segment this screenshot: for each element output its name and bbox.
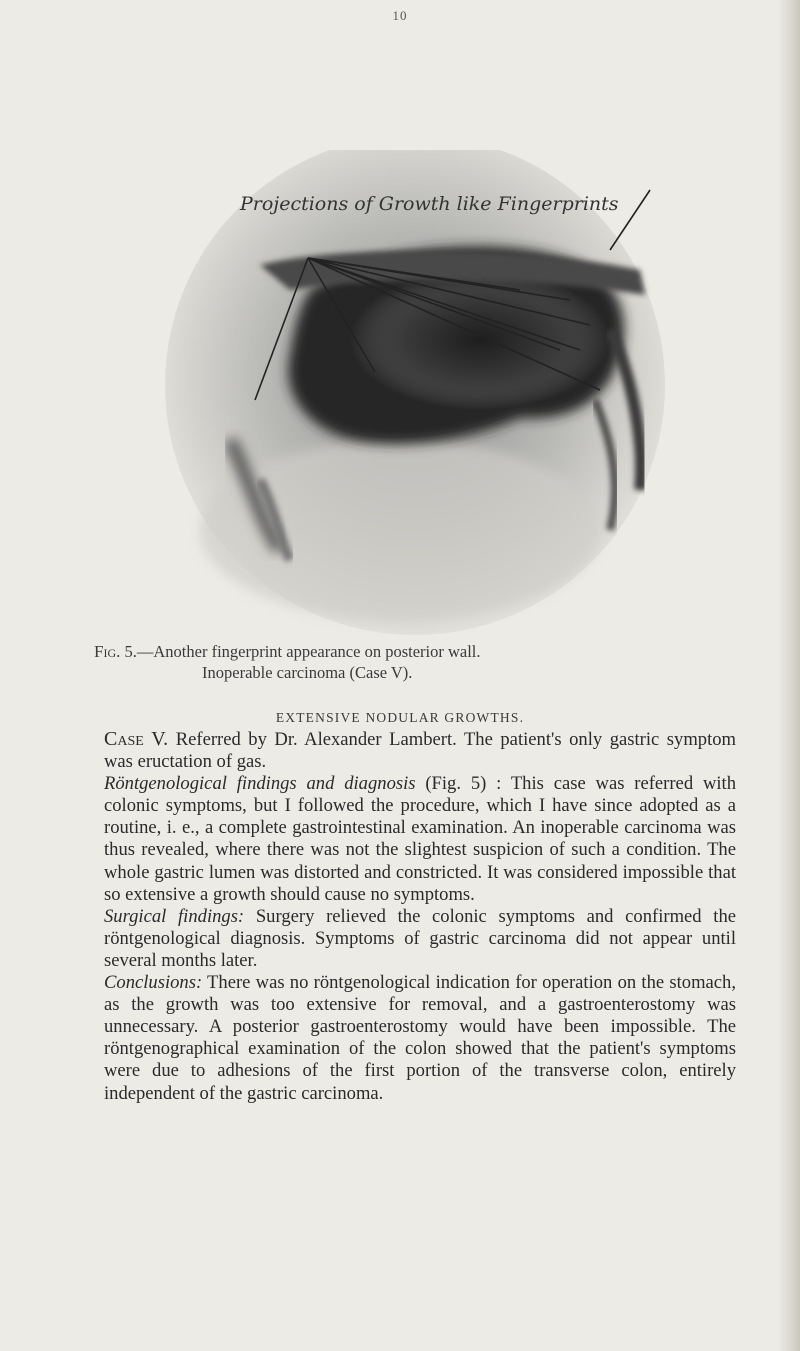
findings-paragraph [94, 773, 736, 906]
surgical-paragraph [94, 906, 736, 972]
page-number: 10 [392, 8, 408, 23]
findings-text: (Fig. 5) : This case was referred with colonic symptoms, but I followed the procedure, which I have since adopted as a routine, i. e., a complete gastrointestinal examination. An inoperable carcinoma was thus revealed, where there was not the slightest suspicion of such a condition. The whole gastric lumen was distorted and constricted. It was considered impossible that so extensive a growth should cause no symptoms. [104, 773, 737, 905]
findings-label: Röntgenological findings and diagnosis [104, 773, 416, 795]
xray-figure [140, 150, 680, 640]
surgical-label: Surgical findings: [104, 905, 245, 927]
case-body [94, 728, 736, 1105]
conclusions-paragraph [94, 972, 736, 1105]
caption-line1: —Another fingerprint appearance on posterior wall. [136, 642, 481, 661]
case-label: Case V. [104, 728, 169, 750]
surgical-text: Surgery relieved the colonic symptoms and confirmed the röntgenological diagnosis. Symptoms of gastric carcinoma did not appear until several months later. [104, 905, 736, 971]
case-intro-paragraph [94, 728, 736, 773]
conclusions-text: There was no röntgenological indication for operation on the stomach, as the growth was too extensive for removal, and a gastroenterostomy was unnecessary. A posterior gastroenterostomy would have been impossible. The röntgenographical examination of the colon showed that the patient's symptoms were due to adhesions of the first portion of the transverse colon, entirely independent of the gastric carcinoma. [104, 972, 736, 1104]
handwritten-label: Projections of Growth like Fingerprints [240, 193, 619, 215]
caption-label: Fig. [94, 642, 121, 661]
caption-line2: Inoperable carcinoma (Case V). [202, 663, 413, 682]
section-heading: EXTENSIVE NODULAR GROWTHS. [275, 710, 525, 725]
caption-number: 5. [124, 642, 137, 661]
case-intro: Referred by Dr. Alexander Lambert. The patient's only gastric symptom was eructation of gas. [104, 729, 737, 773]
page-edge [778, 0, 800, 1351]
figure-caption [94, 641, 734, 683]
conclusions-label: Conclusions: [104, 972, 203, 994]
xray-image [140, 150, 680, 640]
